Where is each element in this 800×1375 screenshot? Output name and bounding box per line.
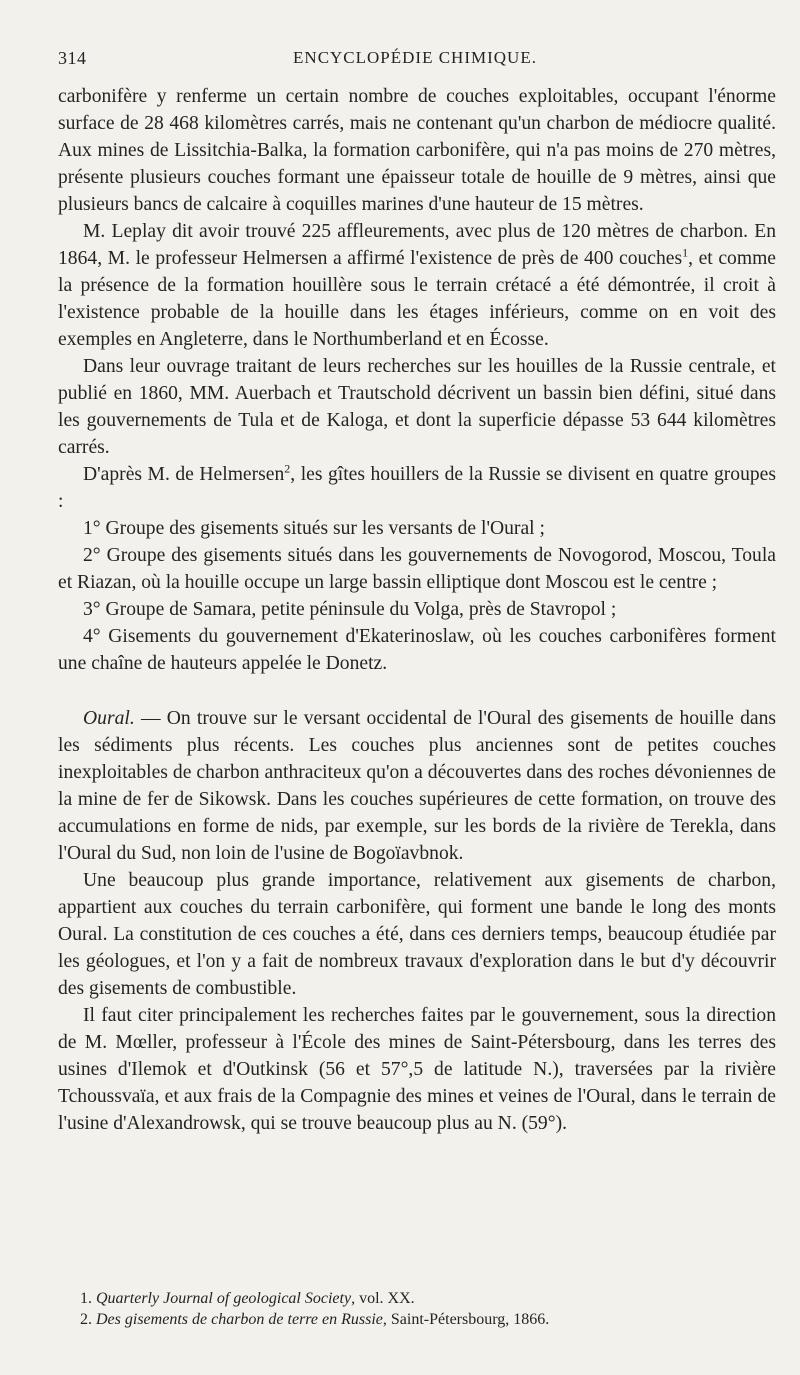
paragraph-2 bbox=[58, 218, 776, 353]
paragraph-4-text-cont: , les gîtes houillers de la Russie se divisent en quatre groupes : bbox=[58, 464, 776, 512]
oural-paragraph-3: Il faut citer principalement les recherches faites par le gouvernement, sous la direction de M. Mœller, professeur à l'École des mines de Saint-Pétersbourg, dans les terres des usines d'Ilemok et d'Outkinsk (56 et 57°,5 de latitude N.), traversées par la rivière Tchoussvaïa, et aux frais de la Compagnie des mines et veines de l'Oural, dans le terrain de l'usine d'Alexandrowsk, qui se trouve beaucoup plus au N. (59°). bbox=[58, 1005, 776, 1134]
section-gap bbox=[58, 677, 776, 705]
paragraph-1: carbonifère y renferme un certain nombre de couches exploitables, occupant l'énorme surface de 28 468 kilomètres carrés, mais ne contenant qu'un charbon de médiocre qualité. Aux mines de Lissitchia-Balka, la formation carbonifère, qui n'a pas moins de 270 mètres, présente plusieurs couches formant une épaisseur totale de houille de 9 mètres, ainsi que plusieurs bancs de calcaire à coquilles marines d'une hauteur de 15 mètres. bbox=[58, 86, 776, 215]
footnote-1-rest: , vol. XX. bbox=[351, 1290, 415, 1307]
footnote-2-number: 2. bbox=[80, 1311, 92, 1328]
group-item: 4° Gisements du gouvernement d'Ekaterinoslaw, où les couches carbonifères forment une chaîne de hauteurs appelée le Donetz. bbox=[58, 626, 776, 674]
paragraph-2-text: M. Leplay dit avoir trouvé 225 affleurements, avec plus de 120 mètres de charbon. En 1864, M. le professeur Helmersen a affirmé l'existence de près de 400 couches bbox=[58, 221, 776, 269]
oural-text-1: On trouve sur le versant occidental de l'Oural des gisements de houille dans les sédiments plus récents. Les couches plus anciennes sont de petites couches inexploitables de charbon anthraciteux qu'on a découvertes dans des roches dévoniennes de la mine de fer de Sikowsk. Dans les couches supérieures de cette formation, on trouve des accumulations en forme de nids, par exemple, sur les bords de la rivière de Terekla, dans l'Oural du Sud, non loin de l'usine de Bogoïavbnok. bbox=[58, 708, 777, 864]
group-item: 3° Groupe de Samara, petite péninsule du Volga, près de Stavropol ; bbox=[83, 599, 617, 620]
group-item: 1° Groupe des gisements situés sur les versants de l'Oural ; bbox=[83, 518, 545, 539]
oural-heading: Oural. bbox=[83, 708, 135, 729]
footnote-1-title: Quarterly Journal of geological Society bbox=[96, 1290, 352, 1307]
groups-list bbox=[58, 515, 776, 677]
footnote-ref-1: 1 bbox=[682, 245, 689, 260]
footnote-1 bbox=[58, 1288, 776, 1309]
group-item: 2° Groupe des gisements situés dans les gouvernements de Novogorod, Moscou, Toula et Riazan, où la houille occupe un large bassin elliptique dont Moscou est le centre ; bbox=[58, 545, 776, 593]
footnote-ref-2: 2 bbox=[284, 461, 291, 476]
paragraph-3: Dans leur ouvrage traitant de leurs recherches sur les houilles de la Russie centrale, et publié en 1860, MM. Auerbach et Trautschold décrivent un bassin bien défini, situé dans les gouvernements de Tula et de Kaloga, et dont la superficie dépasse 53 644 kilomètres carrés. bbox=[58, 356, 776, 458]
page-number: 314 bbox=[58, 48, 87, 68]
footnote-2 bbox=[58, 1309, 776, 1330]
body-text bbox=[58, 83, 776, 1137]
oural-paragraph-2: Une beaucoup plus grande importance, relativement aux gisements de charbon, appartient aux couches du terrain carbonifère, qui forment une bande le long des monts Oural. La constitution de ces couches a été, dans ces derniers temps, beaucoup étudiée par les géologues, et l'on y a fait de nombreux travaux d'exploration dans le but d'y découvrir des gisements de combustible. bbox=[58, 870, 776, 999]
oural-dash: — bbox=[134, 708, 167, 729]
page-header bbox=[58, 48, 772, 72]
paragraph-4 bbox=[58, 461, 776, 515]
footnote-1-number: 1. bbox=[80, 1290, 92, 1307]
running-title: ENCYCLOPÉDIE CHIMIQUE. bbox=[293, 48, 537, 67]
paragraph-2-text-cont: , et comme la présence de la formation houillère sous le terrain crétacé a été démontrée, il croit à l'existence probable de la houille dans les étages inférieurs, comme on en voit des exemples en Angleterre, dans le Northumberland et en Écosse. bbox=[58, 248, 777, 350]
paragraph-4-text: D'après M. de Helmersen bbox=[83, 464, 285, 485]
oural-paragraph-1 bbox=[58, 705, 776, 867]
footnote-2-title: Des gisements de charbon de terre en Russie bbox=[96, 1311, 383, 1328]
footnote-2-rest: , Saint-Pétersbourg, 1866. bbox=[382, 1311, 550, 1328]
footnotes bbox=[58, 1288, 776, 1330]
